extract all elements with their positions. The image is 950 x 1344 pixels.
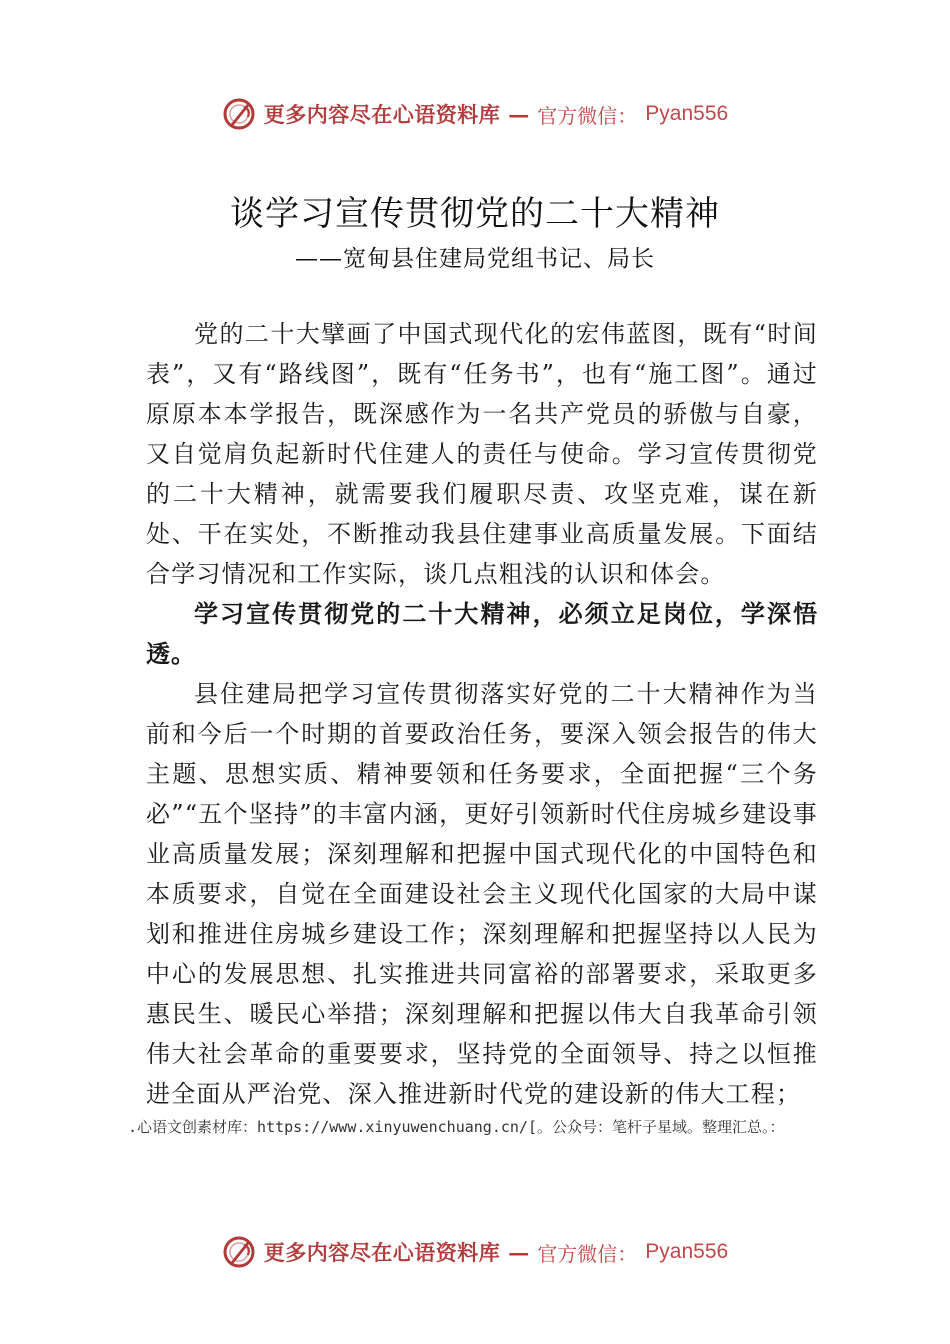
banner-brand: 更多内容尽在心语资料库 [263, 102, 501, 127]
banner-separator: — [508, 101, 530, 127]
header-banner [0, 92, 950, 136]
source-note: .心语文创素材库：https://www.xinyuwenchuang.cn/[。公众号：笔杆子星域。整理汇总。： [128, 1118, 785, 1136]
paragraph-body: 县住建局把学习宣传贯彻落实好党的二十大精神作为当前和今后一个时期的首要政治任务，要深入领会报告的伟大主题、思想实质、精神要领和任务要求，全面把握“三个务必”“五个坚持”的丰富内涵，更好引领新时代住房城乡建设事业高质量发展；深刻理解和把握中国式现代化的中国特色和本质要求，自觉在全面建设社会主义现代化国家的大局中谋划和推进住房城乡建设工作；深刻理解和把握坚持以人民为中心的发展思想、扎实推进共同富裕的部署要求，采取更多惠民生、暖民心举措；深刻理解和把握以伟大自我革命引领伟大社会革命的重要要求，坚持党的全面领导、持之以恒推进全面从严治党、深入推进新时代党的建设新的伟大工程； [146, 680, 818, 1108]
banner-wechat-id: Pyan556 [645, 102, 729, 125]
banner-brand: 更多内容尽在心语资料库 [263, 1240, 501, 1265]
banner-contact-label: 官方微信： [537, 103, 638, 128]
document-subtitle: ——宽甸县住建局党组书记、局长 [295, 246, 655, 272]
paragraph-intro: 党的二十大擘画了中国式现代化的宏伟蓝图，既有“时间表”，又有“路线图”，既有“任务书”，也有“施工图”。通过原原本本学报告，既深感作为一名共产党员的骄傲与自豪，又自觉肩负起新时代住建人的责任与使命。学习宣传贯彻党的二十大精神，就需要我们履职尽责、攻坚克难，谋在新处、干在实处，不断推动我县住建事业高质量发展。下面结合学习情况和工作实际，谈几点粗浅的认识和体会。 [146, 320, 818, 588]
paragraph-heading: 学习宣传贯彻党的二十大精神，必须立足岗位，学深悟透。 [146, 599, 818, 668]
banner-separator: — [508, 1239, 530, 1265]
banner-contact-label: 官方微信： [537, 1241, 638, 1266]
quill-seal-icon [222, 97, 256, 131]
banner-wechat-id: Pyan556 [645, 1240, 729, 1263]
footer-banner [0, 1230, 950, 1274]
quill-seal-icon [222, 1235, 256, 1269]
document-title: 谈学习宣传贯彻党的二十大精神 [230, 194, 720, 234]
document-body [146, 314, 818, 1114]
